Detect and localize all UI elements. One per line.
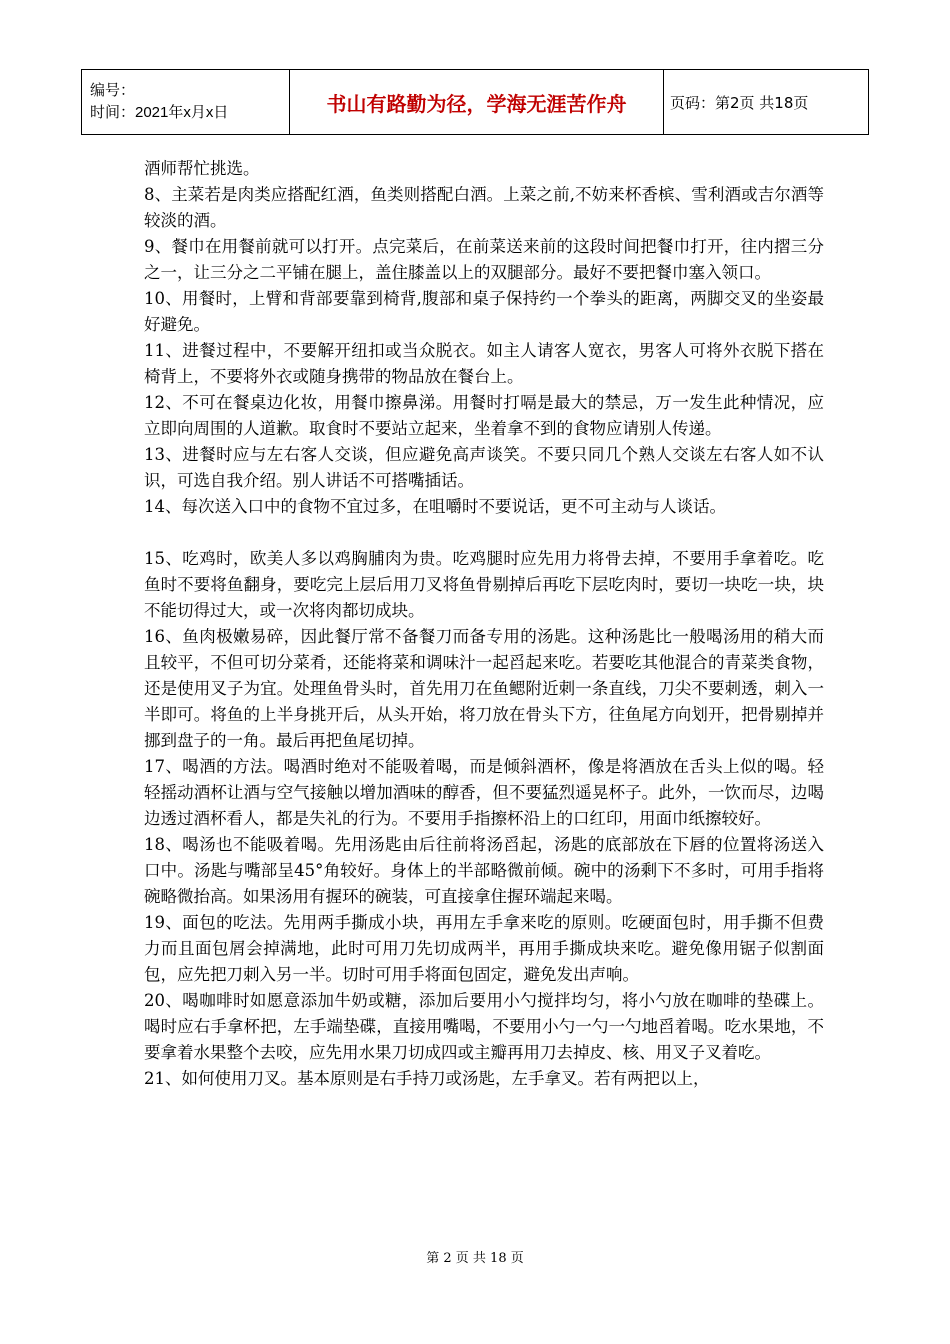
- paragraph: 14、每次送入口中的食物不宜过多，在咀嚼时不要说话，更不可主动与人谈话。: [144, 497, 726, 516]
- paragraph: 17、喝酒的方法。喝酒时绝对不能吸着喝，而是倾斜酒杯，像是将酒放在舌头上似的喝。轻轻摇动酒杯让酒与空气接触以增加酒味的醇香，但不要猛烈遥晃杯子。此外，一饮而尽，边喝边透过酒杯看人，都是失礼的行为。不要用手指擦杯沿上的口红印，用面巾纸擦较好。: [144, 757, 824, 828]
- header-info: [82, 70, 290, 135]
- paragraph: 11、进餐过程中，不要解开纽扣或当众脱衣。如主人请客人宽衣，男客人可将外衣脱下搭在椅背上，不要将外衣或随身携带的物品放在餐台上。: [144, 341, 824, 386]
- paragraph: 酒师帮忙挑选。: [144, 159, 260, 178]
- header-page-number: 页码：第2页 共18页: [664, 70, 869, 135]
- page-header: [81, 69, 869, 135]
- paragraph: 15、吃鸡时，欧美人多以鸡胸脯肉为贵。吃鸡腿时应先用力将骨去掉，不要用手拿着吃。吃鱼时不要将鱼翻身，要吃完上层后用刀叉将鱼骨剔掉后再吃下层吃肉时，要切一块吃一块，块不能切得过大，或一次将肉都切成块。: [144, 549, 824, 620]
- paragraph: 20、喝咖啡时如愿意添加牛奶或糖，添加后要用小勺搅拌均匀，将小勺放在咖啡的垫碟上。喝时应右手拿杯把，左手端垫碟，直接用嘴喝，不要用小勺一勺一勺地舀着喝。吃水果地，不要拿着水果整个去咬，应先用水果刀切成四或主瓣再用刀去掉皮、核、用叉子叉着吃。: [144, 991, 824, 1062]
- paragraph: 16、鱼肉极嫩易碎，因此餐厅常不备餐刀而备专用的汤匙。这种汤匙比一般喝汤用的稍大而且较平，不但可切分菜肴，还能将菜和调味汁一起舀起来吃。若要吃其他混合的青菜类食物，还是使用叉子为宜。处理鱼骨头时，首先用刀在鱼鳃附近刺一条直线，刀尖不要刺透，刺入一半即可。将鱼的上半身挑开后，从头开始，将刀放在骨头下方，往鱼尾方向划开，把骨剔掉并挪到盘子的一角。最后再把鱼尾切掉。: [144, 627, 824, 750]
- header-motto: 书山有路勤为径，学海无涯苦作舟: [290, 70, 664, 135]
- paragraph: 9、餐巾在用餐前就可以打开。点完菜后，在前菜送来前的这段时间把餐巾打开，往内摺三分之一，让三分之二平铺在腿上，盖住膝盖以上的双腿部分。最好不要把餐巾塞入领口。: [144, 237, 824, 282]
- paragraph: 19、面包的吃法。先用两手撕成小块，再用左手拿来吃的原则。吃硬面包时，用手撕不但费力而且面包屑会掉满地，此时可用刀先切成两半，再用手撕成块来吃。避免像用锯子似割面包，应先把刀刺入另一半。切时可用手将面包固定，避免发出声响。: [144, 913, 824, 984]
- document-number: 编号：: [90, 82, 136, 99]
- paragraph: 21、如何使用刀叉。基本原则是右手持刀或汤匙，左手拿叉。若有两把以上，: [144, 1069, 710, 1088]
- document-date: 时间：2021年x月x日: [90, 104, 229, 121]
- paragraph: 10、用餐时，上臂和背部要靠到椅背,腹部和桌子保持约一个拳头的距离，两脚交叉的坐姿最好避免。: [144, 289, 824, 334]
- paragraph: 13、进餐时应与左右客人交谈，但应避免高声谈笑。不要只同几个熟人交谈左右客人如不认识，可选自我介绍。别人讲话不可搭嘴插话。: [144, 445, 824, 490]
- paragraph: 18、喝汤也不能吸着喝。先用汤匙由后往前将汤舀起，汤匙的底部放在下唇的位置将汤送入口中。汤匙与嘴部呈45°角较好。身体上的半部略微前倾。碗中的汤剩下不多时，可用手指将碗略微抬高。如果汤用有握环的碗装，可直接拿住握环端起来喝。: [144, 835, 824, 906]
- document-body: [144, 156, 824, 1092]
- paragraph: 8、主菜若是肉类应搭配红酒，鱼类则搭配白酒。上菜之前,不妨来杯香槟、雪利酒或吉尔酒等较淡的酒。: [144, 185, 824, 230]
- paragraph: 12、不可在餐桌边化妆，用餐巾擦鼻涕。用餐时打嗝是最大的禁忌，万一发生此种情况，应立即向周围的人道歉。取食时不要站立起来，坐着拿不到的食物应请别人传递。: [144, 393, 824, 438]
- page-footer: 第 2 页 共 18 页: [426, 1251, 524, 1266]
